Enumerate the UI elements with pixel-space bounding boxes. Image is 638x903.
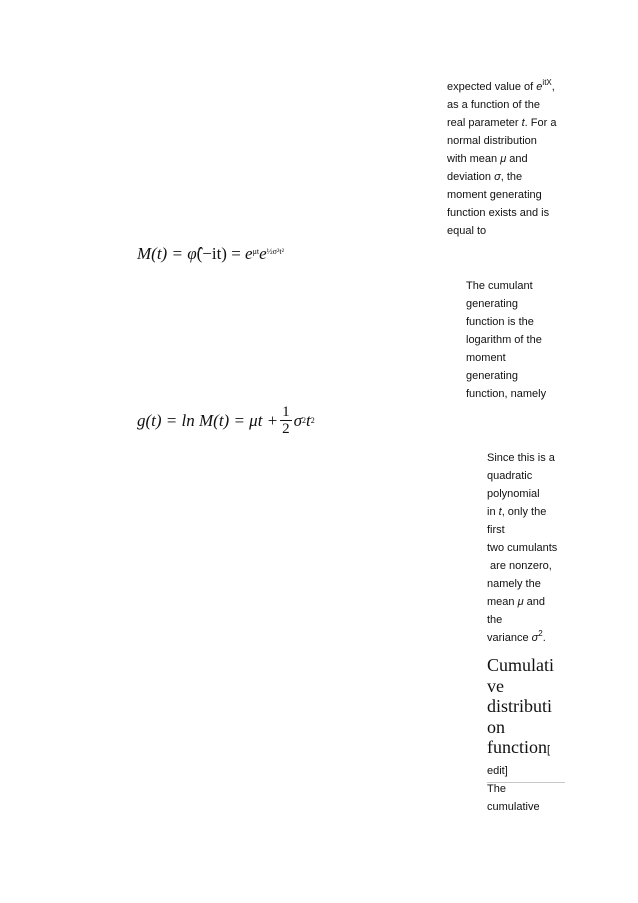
text-line <box>447 150 587 168</box>
text-line: function is the <box>466 316 534 328</box>
text-line: generating <box>466 298 518 310</box>
fraction-numerator: 1 <box>282 404 290 420</box>
text-line: function, namely <box>466 388 547 400</box>
edit-link[interactable]: edit] <box>487 764 508 777</box>
text-line: Since this is a <box>487 452 555 464</box>
formula-cgf: g(t) = ln M(t) = μt + $\frac{1}{2}$ σ 2 t 2 <box>137 404 315 437</box>
text-line <box>447 114 587 132</box>
text: real parameter <box>447 117 522 129</box>
formula-e: e <box>245 244 253 263</box>
text-line: two cumulants <box>487 542 558 554</box>
text: deviation <box>447 171 495 183</box>
heading-text: function <box>487 737 547 757</box>
text: and <box>506 153 528 165</box>
formula-arg: (−it) = <box>196 244 246 263</box>
formula-exponent: μt <box>252 247 260 256</box>
math-sup: 2 <box>538 629 543 638</box>
text-line: equal to <box>447 225 487 237</box>
formula-phi: φ̂ <box>187 244 197 263</box>
formula-e: e <box>259 244 267 263</box>
heading-line: Cumulati <box>487 655 554 675</box>
text-line: The cumulant <box>466 280 533 292</box>
edit-bracket: [ <box>547 744 551 756</box>
math-sup: itX <box>542 78 552 87</box>
math-t: t <box>521 117 525 129</box>
formula-mgf <box>137 244 284 264</box>
formula-sigma: σ <box>293 410 303 430</box>
heading-line: on <box>487 716 505 737</box>
heading-line: ve <box>487 675 504 696</box>
text-line <box>447 78 587 96</box>
text-line: namely the <box>487 578 541 590</box>
text-line: are nonzero, <box>487 560 552 572</box>
formula-lhs: g(t) = ln M(t) = μt + <box>137 410 279 430</box>
text-line <box>487 593 567 611</box>
paragraph-cdf <box>487 780 567 816</box>
text-line: generating <box>466 370 518 382</box>
text-line <box>487 503 567 521</box>
math-mu: μ <box>517 596 524 608</box>
formula-exponent: ½σ²t² <box>266 247 284 256</box>
paragraph-mgf-intro <box>447 78 587 240</box>
text-line: cumulative <box>487 801 540 813</box>
section-heading-cdf <box>487 655 565 783</box>
math-mu: μ <box>500 153 507 165</box>
text-line: first <box>487 524 505 536</box>
text: variance <box>487 632 532 644</box>
text-line: as a function of the <box>447 99 540 111</box>
heading-line <box>487 737 565 761</box>
paragraph-cumulant <box>466 277 566 403</box>
text-line: logarithm of the <box>466 334 542 346</box>
text: in <box>487 506 499 518</box>
text: expected value of <box>447 81 537 93</box>
text: and <box>523 596 546 608</box>
text-line <box>447 168 587 186</box>
formula-fraction <box>280 404 292 437</box>
text-line <box>487 629 567 647</box>
text: , <box>551 81 555 93</box>
fraction-denominator: 2 <box>282 421 290 437</box>
text: , the <box>500 171 523 183</box>
paragraph-quadratic <box>487 449 567 647</box>
formula-lhs: M(t) = <box>137 244 188 263</box>
text-line: quadratic <box>487 470 533 482</box>
math-e: e <box>536 81 543 93</box>
math-t: t <box>498 506 502 518</box>
text-line: function exists and is <box>447 207 550 219</box>
math-sigma: σ <box>531 632 539 644</box>
text: . <box>542 632 546 644</box>
math-sigma: σ <box>494 171 501 183</box>
text-line: polynomial <box>487 488 540 500</box>
heading-line: distributi <box>487 696 553 716</box>
text-line: moment <box>466 352 506 364</box>
text: with mean <box>447 153 501 165</box>
text-line: moment generating <box>447 189 542 201</box>
text-line: normal distribution <box>447 135 537 147</box>
text: , only the <box>501 506 547 518</box>
formula-t: t <box>306 410 311 430</box>
text: . For a <box>524 117 557 129</box>
text-line: The <box>487 783 506 795</box>
text-line: the <box>487 614 503 626</box>
text: mean <box>487 596 518 608</box>
